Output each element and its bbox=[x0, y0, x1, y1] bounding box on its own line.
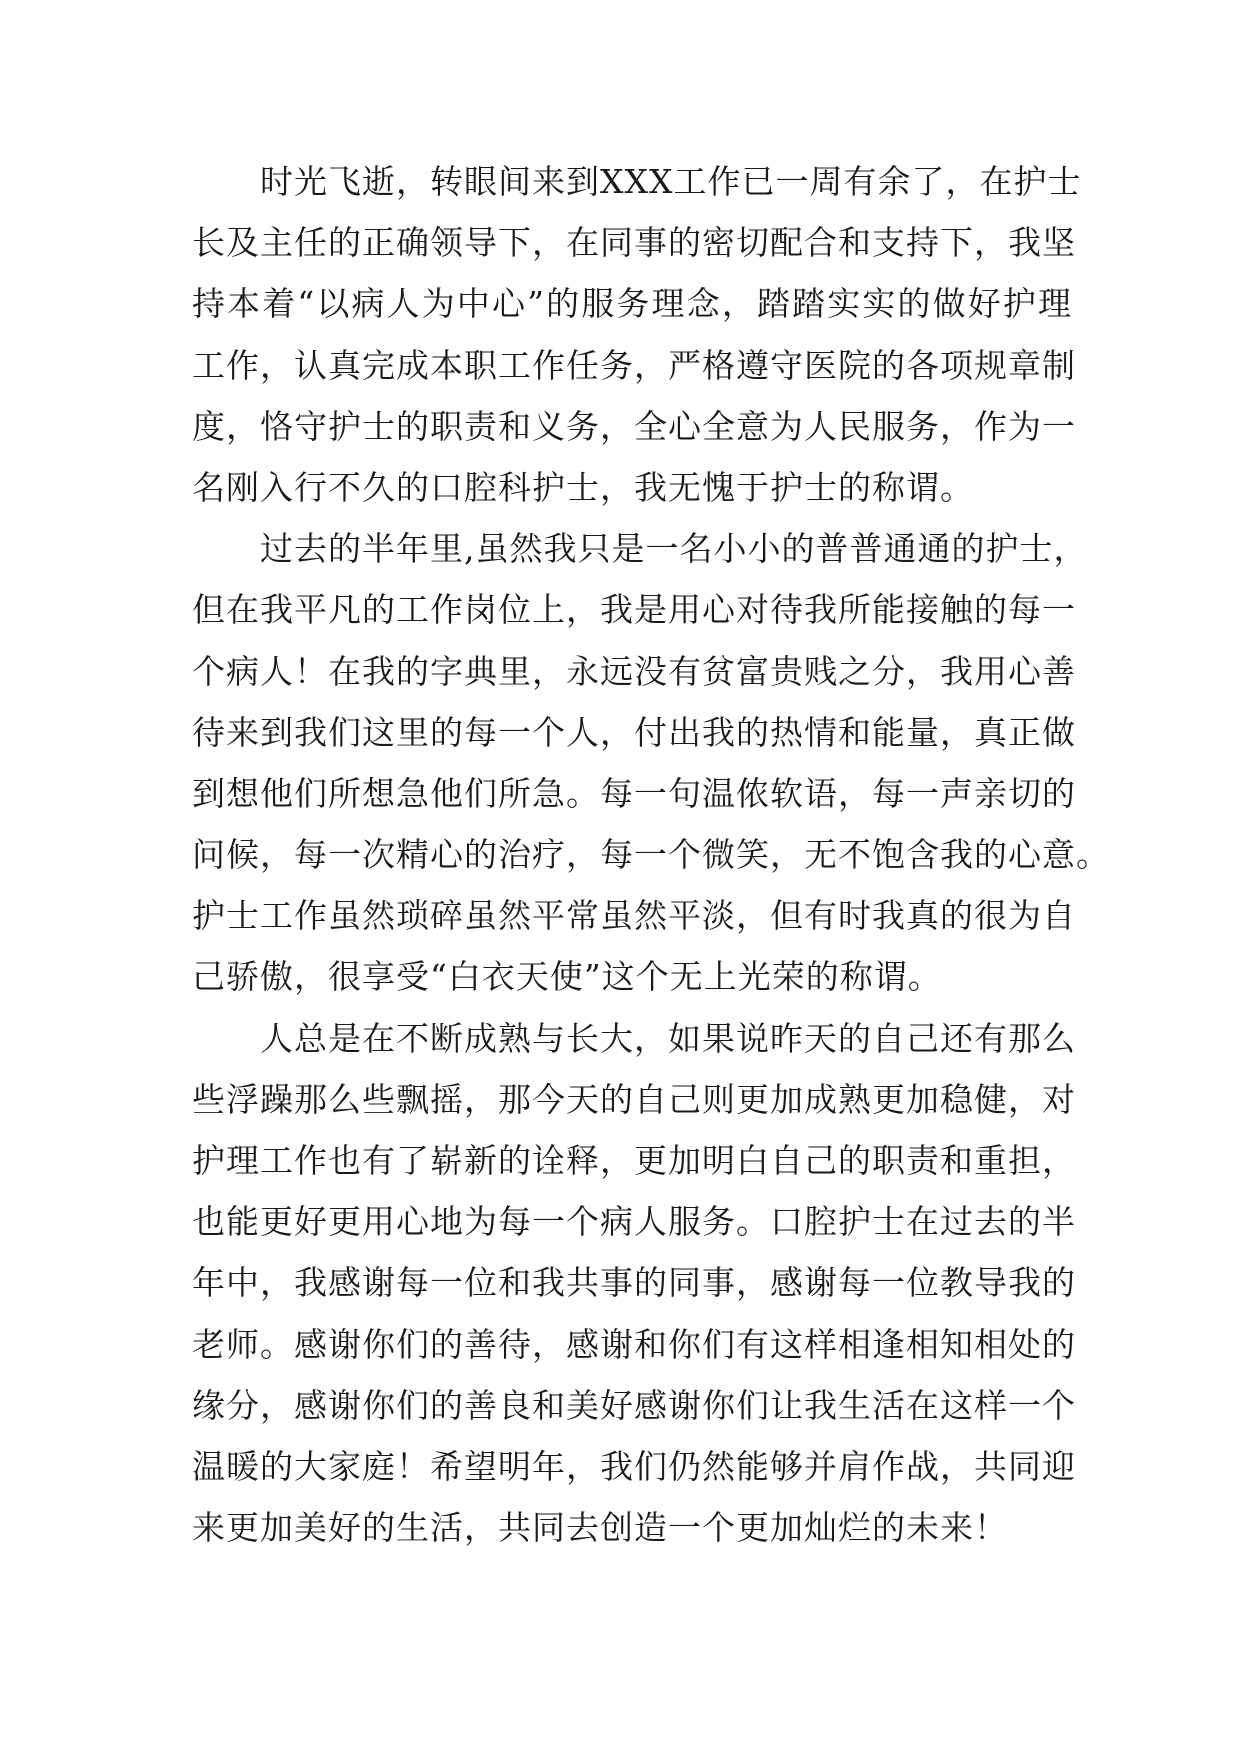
text-line: 己骄傲，很享受“白衣天使”这个无上光荣的称谓。 bbox=[192, 957, 942, 997]
text-line: 名刚入行不久的口腔科护士，我无愧于护士的称谓。 bbox=[192, 467, 974, 507]
paragraph-3 bbox=[192, 1018, 1076, 1570]
text-line: 问候，每一次精心的治疗，每一个微笑，无不饱含我的心意。 bbox=[192, 835, 1110, 875]
text-line: 到想他们所想急他们所急。每一句温侬软语，每一声亲切的 bbox=[192, 773, 1076, 813]
paragraph-2 bbox=[192, 529, 1110, 1019]
text-line: 缘分，感谢你们的善良和美好感谢你们让我生活在这样一个 bbox=[192, 1385, 1076, 1425]
text-line: 待来到我们这里的每一个人，付出我的热情和能量，真正做 bbox=[192, 712, 1076, 752]
text-line: 护理工作也有了崭新的诠释，更加明白自己的职责和重担， bbox=[192, 1141, 1076, 1180]
text-line: 来更加美好的生活，共同去创造一个更加灿烂的未来！ bbox=[192, 1508, 1008, 1548]
text-line: 个病人！在我的字典里，永远没有贫富贵贱之分，我用心善 bbox=[192, 651, 1076, 691]
text-line: 温暖的大家庭！希望明年，我们仍然能够并肩作战，共同迎 bbox=[192, 1446, 1076, 1486]
text-line: 人总是在不断成熟与长大，如果说昨天的自己还有那么 bbox=[192, 1018, 1076, 1058]
text-line: 过去的半年里,虽然我只是一名小小的普普通通的护士， bbox=[192, 529, 1088, 569]
document-body bbox=[192, 162, 1110, 1569]
text-line: 持本着“以病人为中心”的服务理念，踏踏实实的做好护理 bbox=[192, 284, 1072, 324]
text-line: 工作，认真完成本职工作任务，严格遵守医院的各项规章制 bbox=[192, 345, 1076, 385]
paragraph-1 bbox=[192, 162, 1082, 529]
text-line: 年中，我感谢每一位和我共事的同事，感谢每一位教导我的 bbox=[192, 1263, 1076, 1303]
text-line: 时光飞逝，转眼间来到XXX工作已一周有余了，在护士 bbox=[192, 162, 1082, 201]
text-line: 也能更好更用心地为每一个病人服务。口腔护士在过去的半 bbox=[192, 1202, 1076, 1242]
text-line: 老师。感谢你们的善待，感谢和你们有这样相逢相知相处的 bbox=[192, 1324, 1076, 1364]
text-line: 但在我平凡的工作岗位上，我是用心对待我所能接触的每一 bbox=[192, 590, 1076, 630]
text-line: 护士工作虽然琐碎虽然平常虽然平淡，但有时我真的很为自 bbox=[192, 896, 1076, 936]
text-line: 些浮躁那么些飘摇，那今天的自己则更加成熟更加稳健，对 bbox=[192, 1079, 1076, 1119]
text-line: 度，恪守护士的职责和义务，全心全意为人民服务，作为一 bbox=[192, 406, 1076, 446]
text-line: 长及主任的正确领导下，在同事的密切配合和支持下，我坚 bbox=[192, 223, 1076, 263]
